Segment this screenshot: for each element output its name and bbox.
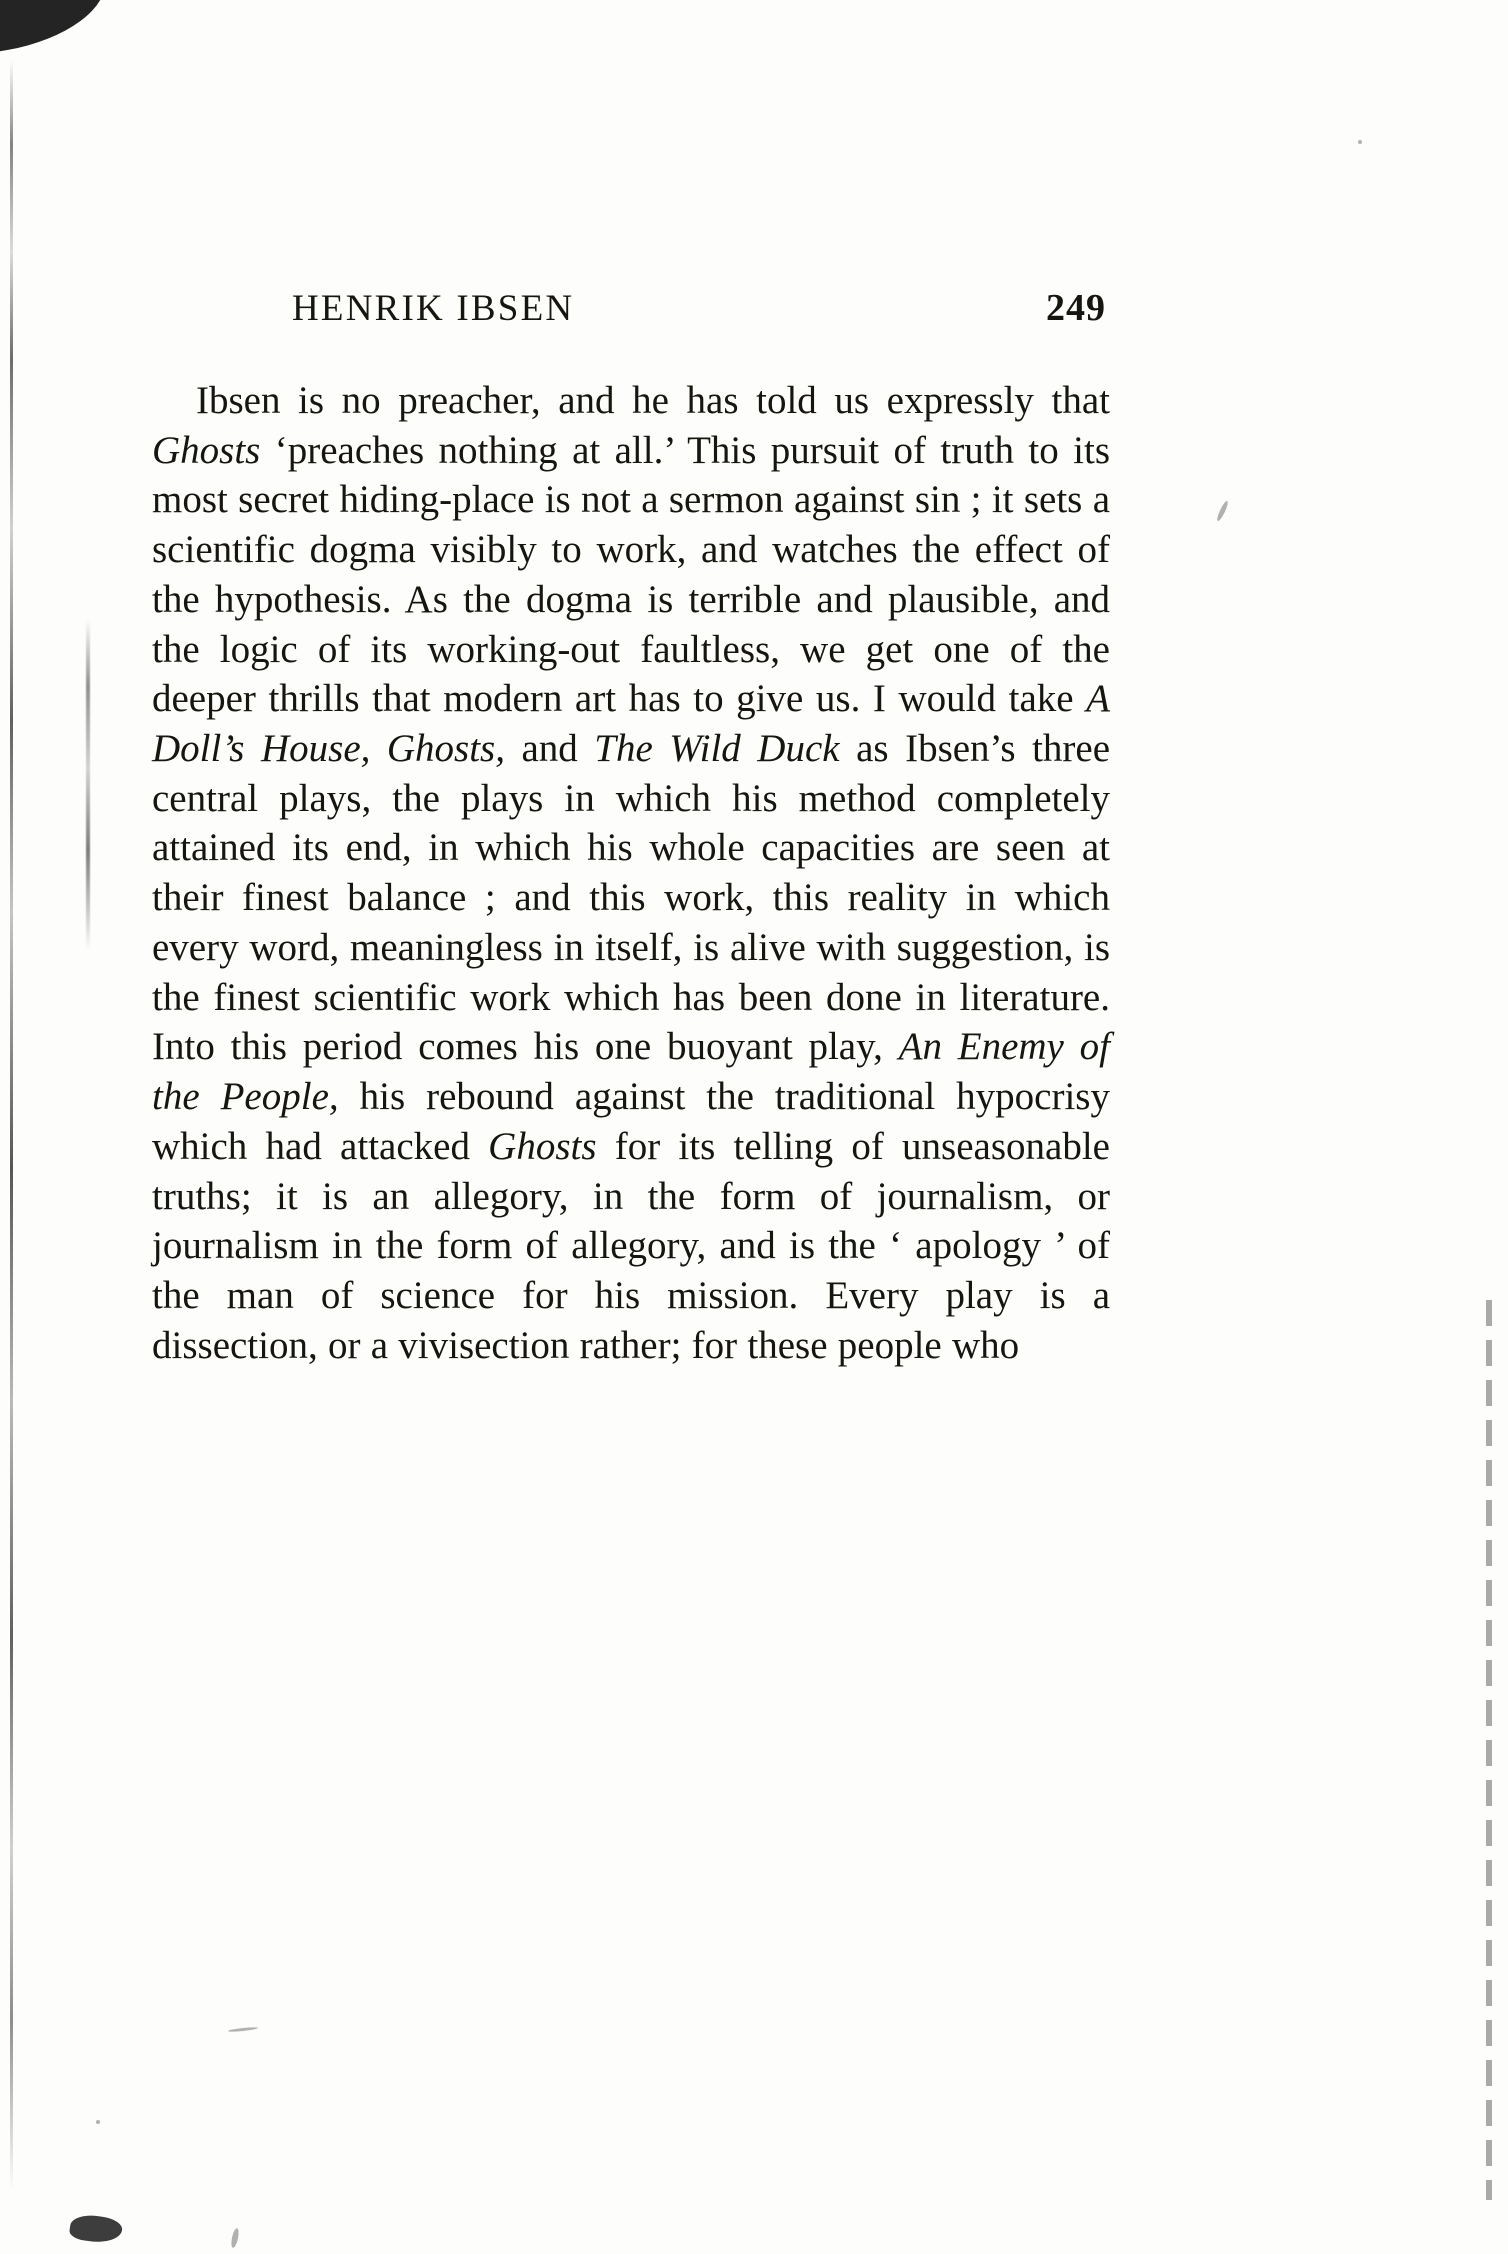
italic-title: The Wild Duck <box>594 727 840 771</box>
scan-speck <box>1358 140 1362 144</box>
text-segment: ‘preaches nothing at all.’ This pursuit of truth to its most secret hiding-place is not a sermon against sin ; it sets a scientific dogma visibly to work, and watches the effect of the hypothesis. As the dogma is terrible and plausible, and the logic of its working-out faultless, we get one of the deeper thrills that modern art has to give us. I would take <box>152 428 1110 721</box>
running-head <box>152 286 1110 330</box>
text-segment: Ibsen is no preacher, and he has told us expressly that <box>196 379 1110 422</box>
scan-speck <box>1216 500 1230 522</box>
scan-corner-smudge <box>0 0 114 52</box>
page-content <box>152 286 1110 1370</box>
italic-title: Ghosts <box>152 428 261 472</box>
running-head-title: HENRIK IBSEN <box>292 288 575 329</box>
page-number: 249 <box>1046 287 1106 329</box>
text-segment: and <box>504 727 595 771</box>
page-edge-artifact <box>1486 1300 1492 2200</box>
binding-gutter-artifact <box>10 60 13 2190</box>
binding-gutter-artifact-secondary <box>86 620 90 950</box>
text-segment: for its telling of unseasonable truths; it is an allegory, in the form of journalism, or journalism in the form of allegory, and is the ‘ apology ’ of the man of science for his mission. Every play is a dissection, or a vivisection rather; for these people who <box>152 1124 1110 1367</box>
scan-speck <box>228 2026 258 2032</box>
scan-speck <box>96 2120 100 2124</box>
scan-speck <box>230 2228 240 2249</box>
body-text <box>152 376 1110 1370</box>
italic-title: A Doll’s House, Ghosts, <box>152 677 1110 771</box>
text-segment: his rebound against the traditional hypocrisy which had attacked <box>152 1075 1110 1168</box>
paragraph <box>152 376 1110 1370</box>
italic-title: Ghosts <box>488 1124 597 1168</box>
italic-title: An Enemy of the People, <box>152 1025 1110 1119</box>
scan-bottom-smudge <box>68 2213 123 2246</box>
text-segment: as Ibsen’s three central plays, the plays in which his method completely attained its end, in which his whole capacities are seen at their finest balance ; and this work, this reality in which every word, meaningless in itself, is alive with suggestion, is the finest scientific work which has been done in literature. Into this period comes his one buoyant play, <box>152 727 1111 1069</box>
